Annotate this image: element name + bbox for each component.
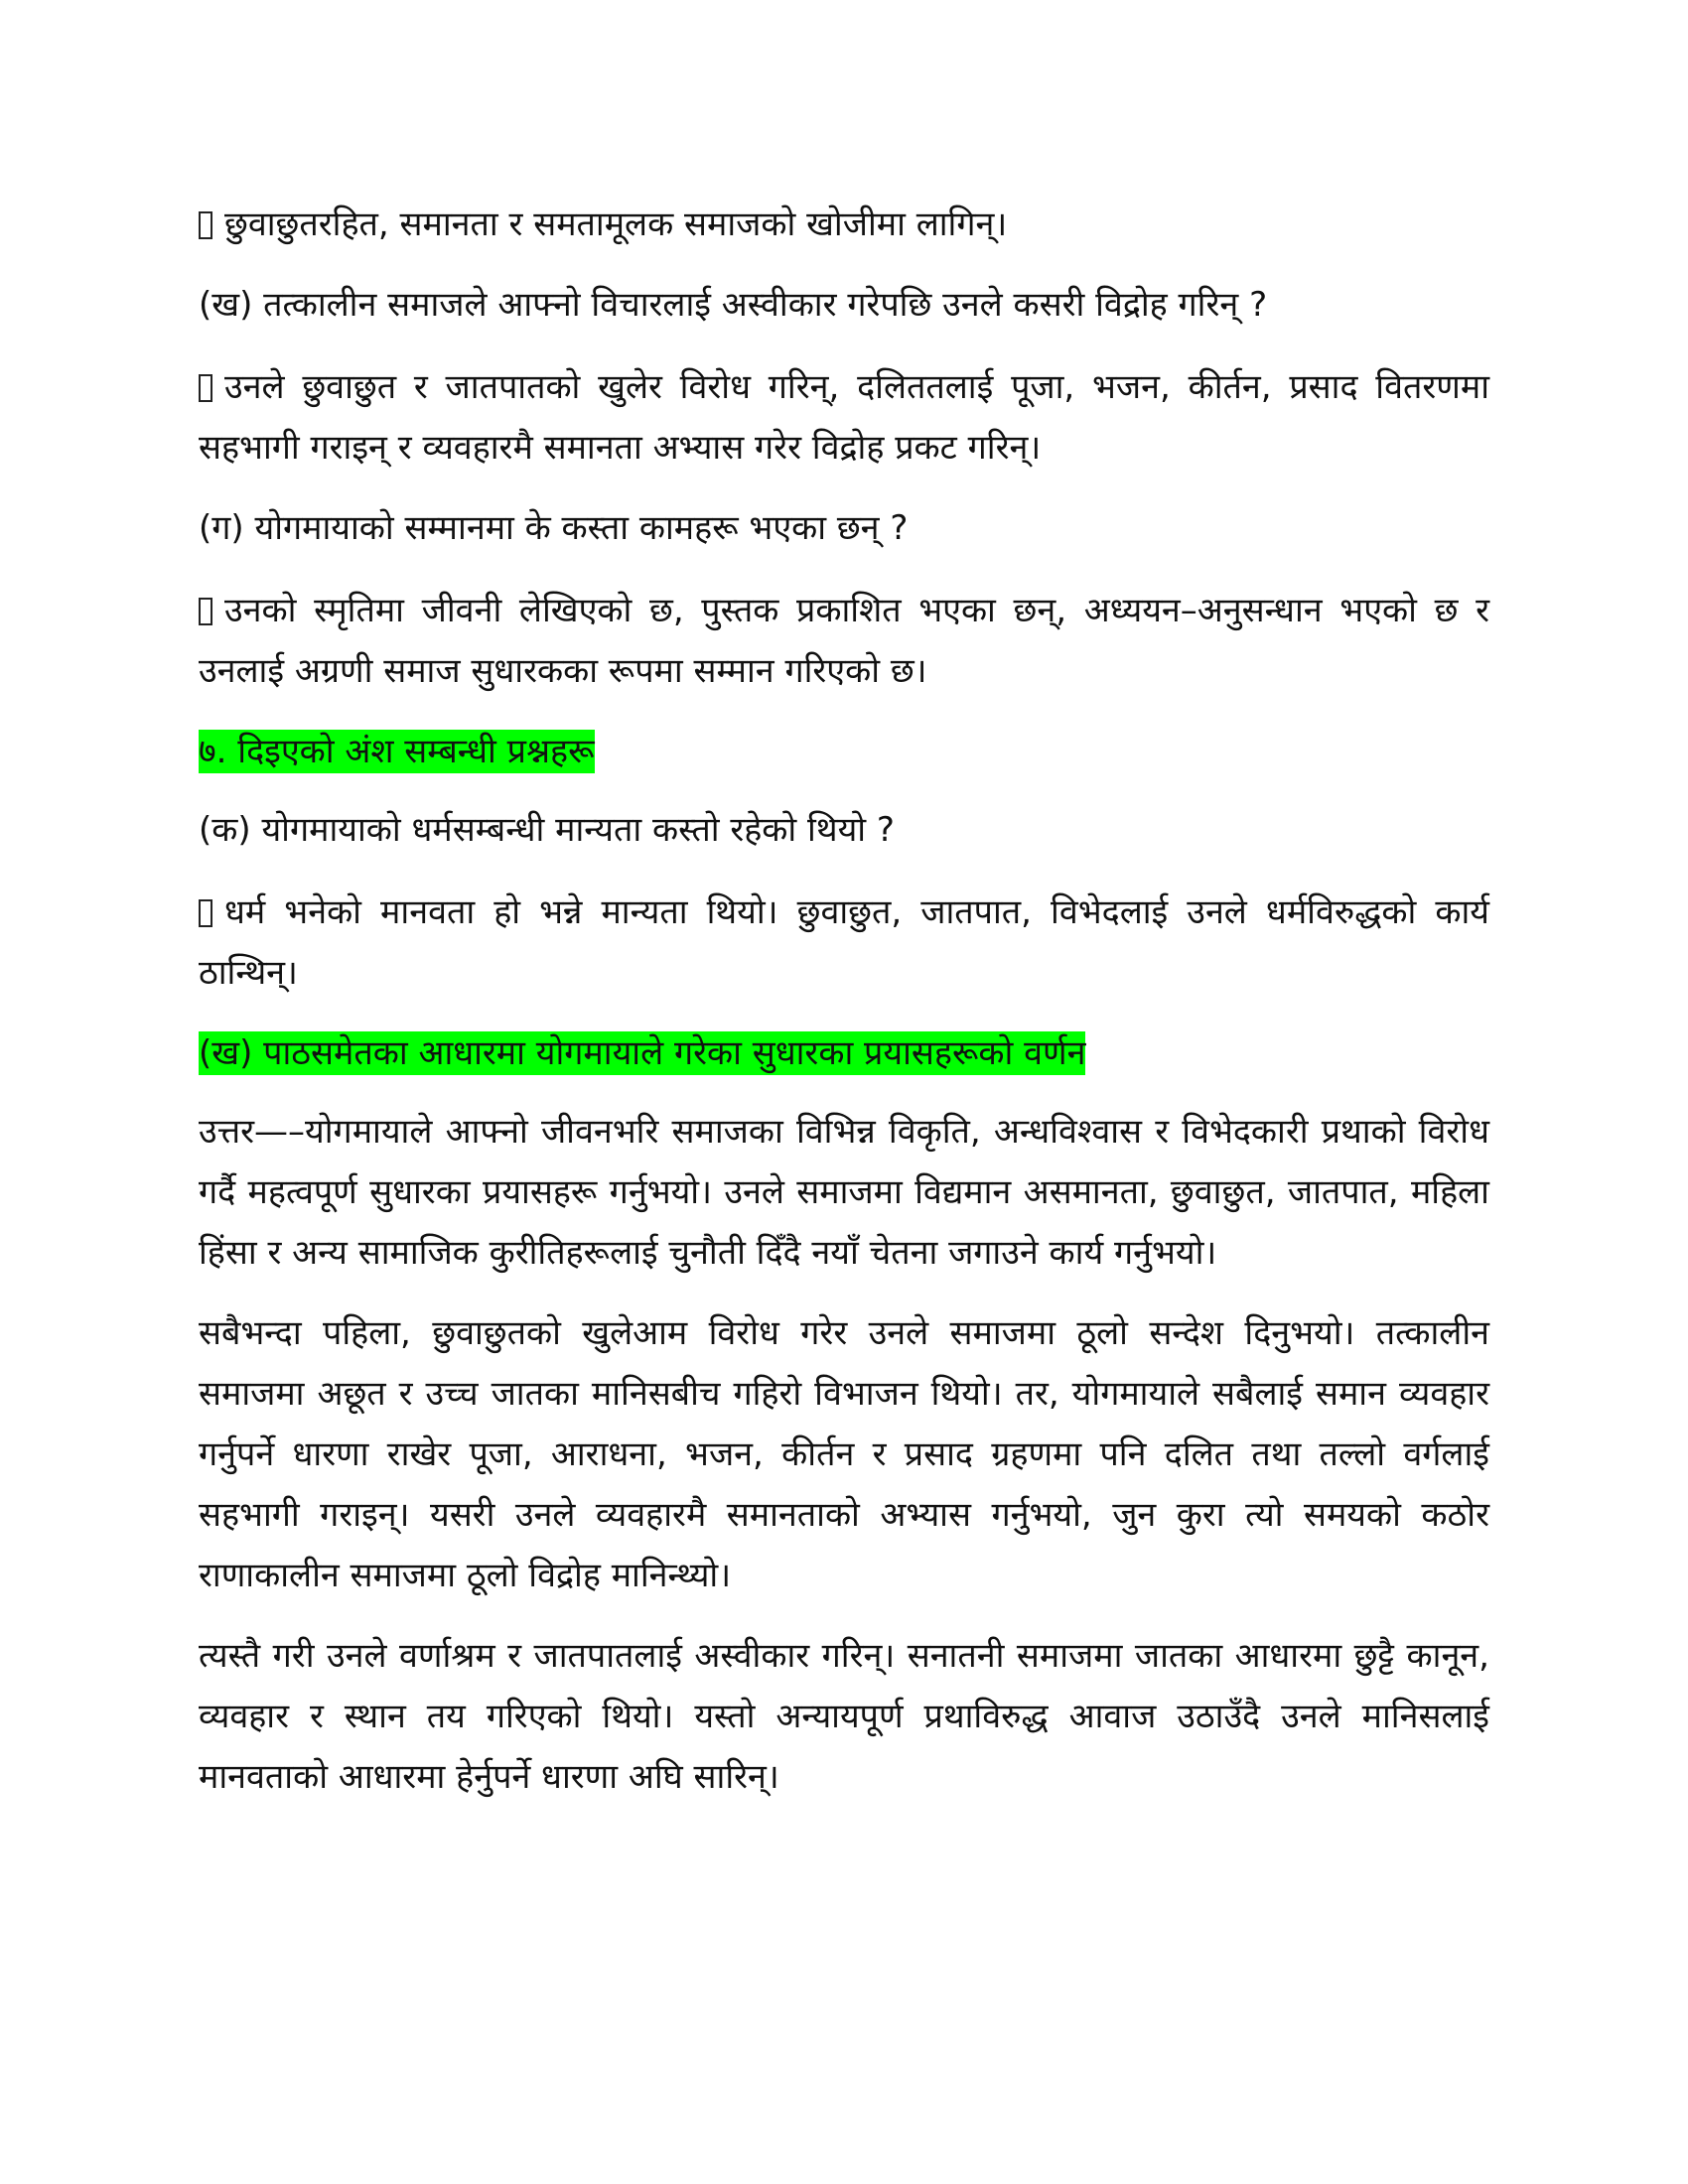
missing-glyph-box <box>199 374 212 402</box>
answer-text: उनले छुवाछुत र जातपातको खुलेर विरोध गरिन्, दलिततलाई पूजा, भजन, कीर्तन, प्रसाद वितरणमा सहभागी गराइन् र व्यवहारमै समानता अभ्यास गरेर विद्रोह प्रकट गरिन्। <box>199 367 1489 468</box>
essay-paragraph-1: उत्तर—–योगमायाले आफ्नो जीवनभरि समाजका विभिन्न विकृति, अन्धविश्वास र विभेदकारी प्रथाको विरोध गर्दै महत्वपूर्ण सुधारका प्रयासहरू गर्नुभयो। उनले समाजमा विद्यमान असमानता, छुवाछुत, जातपात, महिला हिंसा र अन्य सामाजिक कुरीतिहरूलाई चुनौती दिँदै नयाँ चेतना जगाउने कार्य गर्नुभयो। <box>199 1112 1489 1273</box>
essay-paragraph-2: सबैभन्दा पहिला, छुवाछुतको खुलेआम विरोध गरेर उनले समाजमा ठूलो सन्देश दिनुभयो। तत्कालीन समाजमा अछूत र उच्च जातका मानिसबीच गहिरो विभाजन थियो। तर, योगमायाले सबैलाई समान व्यवहार गर्नुपर्ने धारणा राखेर पूजा, आराधना, भजन, कीर्तन र प्रसाद ग्रहणमा पनि दलित तथा तल्लो वर्गलाई सहभागी गराइन्। यसरी उनले व्यवहारमै समानताको अभ्यास गर्नुभयो, जुन कुरा त्यो समयको कठोर राणाकालीन समाजमा ठूलो विद्रोह मानिन्थ्यो। <box>199 1313 1489 1595</box>
answer-paragraph <box>199 357 1489 478</box>
section-heading-kha <box>199 1024 1489 1084</box>
answer-paragraph <box>199 581 1489 702</box>
answer-paragraph <box>199 195 1489 255</box>
answer-text: उनको स्मृतिमा जीवनी लेखिएको छ, पुस्तक प्रकाशित भएका छन्, अध्ययन–अनुसन्धान भएको छ र उनलाई अग्रणी समाज सुधारकका रूपमा सम्मान गरिएको छ। <box>199 591 1489 691</box>
question-ga: (ग) योगमायाको सम्मानमा के कस्ता कामहरू भएका छन् ? <box>199 508 909 548</box>
highlighted-heading-text: (ख) पाठसमेतका आधारमा योगमायाले गरेका सुधारका प्रयासहरूको वर्णन <box>199 1033 1086 1073</box>
document-page <box>199 195 1489 1828</box>
answer-text: धर्म भनेको मानवता हो भन्ने मान्यता थियो। छुवाछुत, जातपात, विभेदलाई उनले धर्मविरुद्धको कार्य ठान्थिन्। <box>199 892 1489 993</box>
answer-paragraph <box>199 883 1489 1004</box>
missing-glyph-box <box>199 598 212 625</box>
essay-paragraph-3: त्यस्तै गरी उनले वर्णाश्रम र जातपातलाई अस्वीकार गरिन्। सनातनी समाजमा जातका आधारमा छुट्टै कानून, व्यवहार र स्थान तय गरिएको थियो। यस्तो अन्यायपूर्ण प्रथाविरुद्ध आवाज उठाउँदै उनले मानिसलाई मानवताको आधारमा हेर्नुपर्ने धारणा अघि सारिन्। <box>199 1636 1489 1797</box>
answer-text: छुवाछुतरहित, समानता र समतामूलक समाजको खोजीमा लागिन्। <box>224 205 1008 244</box>
section-heading-7 <box>199 722 1489 782</box>
question-ka: (क) योगमायाको धर्मसम्बन्धी मान्यता कस्तो रहेको थियो ? <box>199 810 895 850</box>
missing-glyph-box <box>199 899 212 927</box>
highlighted-heading-text: ७. दिइएको अंश सम्बन्धी प्रश्नहरू <box>199 732 595 771</box>
missing-glyph-box <box>199 211 212 239</box>
question-kha: (ख) तत्कालीन समाजले आफ्नो विचारलाई अस्वीकार गरेपछि उनले कसरी विद्रोह गरिन् ? <box>199 285 1268 325</box>
